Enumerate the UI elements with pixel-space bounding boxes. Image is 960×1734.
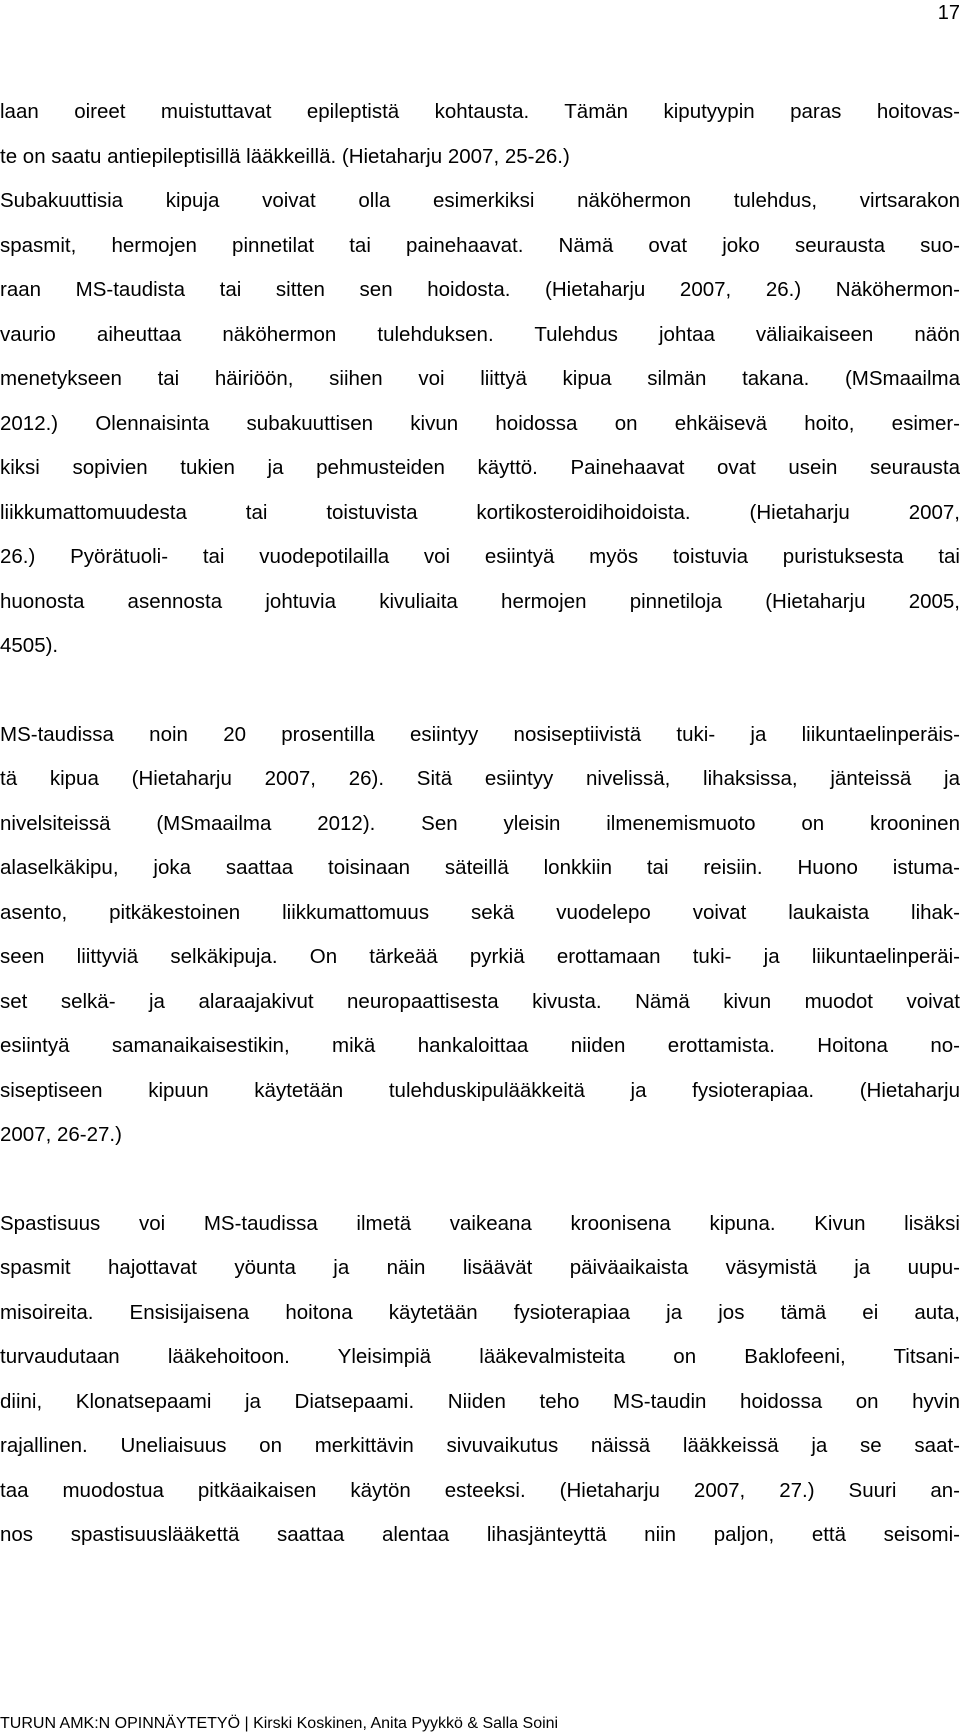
text-line: diini, Klonatsepaami ja Diatsepaami. Niiden teho MS-taudin hoidossa on hyvin	[0, 1389, 960, 1413]
text-line: esiintyä samanaikaisestikin, mikä hankaloittaa niiden erottamista. Hoitona no-	[0, 1034, 960, 1057]
text-line: 4505).	[0, 634, 59, 657]
text-line: Spastisuus voi MS-taudissa ilmetä vaikeana kroonisena kipuna. Kivun lisäksi	[0, 1211, 960, 1235]
text-line: misoireita. Ensisijaisena hoitona käytetään fysioterapiaa ja jos tämä ei auta,	[0, 1300, 960, 1324]
text-line: MS-taudissa noin 20 prosentilla esiintyy nosiseptiivistä tuki- ja liikuntaelinperäis-	[0, 722, 960, 746]
text-line: 26.) Pyörätuoli- tai vuodepotilailla voi esiintyä myös toistuvia puristuksesta tai	[0, 545, 960, 568]
paragraph-3	[0, 1202, 960, 1558]
text-line: nos spastisuuslääkettä saattaa alentaa lihasjänteyttä niin paljon, että seisomi-	[0, 1523, 960, 1546]
text-line: seen liittyviä selkäkipuja. On tärkeää pyrkiä erottamaan tuki- ja liikuntaelinperäi-	[0, 945, 960, 968]
text-line: tä kipua (Hietaharju 2007, 26). Sitä esiintyy nivelissä, lihaksissa, jänteissä ja	[0, 767, 960, 790]
text-line: raan MS-taudista tai sitten sen hoidosta. (Hietaharju 2007, 26.) Näköhermon-	[0, 278, 960, 301]
text-line: te on saatu antiepileptisillä lääkkeillä. (Hietaharju 2007, 25-26.)	[0, 144, 570, 168]
text-line: Subakuuttisia kipuja voivat olla esimerkiksi näköhermon tulehdus, virtsarakon	[0, 189, 960, 212]
text-line: rajallinen. Uneliaisuus on merkittävin sivuvaikutus näissä lääkkeissä ja se saat-	[0, 1434, 960, 1457]
text-line: kiksi sopivien tukien ja pehmusteiden käyttö. Painehaavat ovat usein seurausta	[0, 456, 960, 479]
text-line: spasmit, hermojen pinnetilat tai painehaavat. Nämä ovat joko seurausta suo-	[0, 233, 960, 257]
paragraph-gap	[0, 1158, 960, 1202]
text-line: asento, pitkäkestoinen liikkumattomuus sekä vuodelepo voivat laukaista lihak-	[0, 900, 960, 924]
paragraph-1	[0, 90, 960, 669]
page-number: 17	[937, 2, 960, 24]
text-line: menetykseen tai häiriöön, siihen voi liittyä kipua silmän takana. (MSmaailma	[0, 367, 960, 390]
paragraph-gap	[0, 669, 960, 713]
body-text	[0, 90, 960, 1558]
paragraph-2	[0, 713, 960, 1158]
text-line: alaselkäkipu, joka saattaa toisinaan säteillä lonkkiin tai reisiin. Huono istuma-	[0, 856, 960, 879]
text-line: vaurio aiheuttaa näköhermon tulehduksen. Tulehdus johtaa väliaikaiseen näön	[0, 322, 960, 346]
text-line: taa muodostua pitkäaikaisen käytön esteeksi. (Hietaharju 2007, 27.) Suuri an-	[0, 1478, 960, 1502]
text-line: siseptiseen kipuun käytetään tulehduskipulääkkeitä ja fysioterapiaa. (Hietaharju	[0, 1078, 960, 1102]
text-line: huonosta asennosta johtuvia kivuliaita hermojen pinnetiloja (Hietaharju 2005,	[0, 589, 960, 613]
text-line: 2012.) Olennaisinta subakuuttisen kivun hoidossa on ehkäisevä hoito, esimer-	[0, 411, 960, 435]
page-footer: TURUN AMK:N OPINNÄYTETYÖ | Kirski Koskinen, Anita Pyykkö & Salla Soini	[0, 1715, 559, 1732]
text-line: liikkumattomuudesta tai toistuvista kortikosteroidihoidoista. (Hietaharju 2007,	[0, 500, 960, 524]
text-line: 2007, 26-27.)	[0, 1123, 122, 1146]
text-line: turvaudutaan lääkehoitoon. Yleisimpiä lääkevalmisteita on Baklofeeni, Titsani-	[0, 1345, 960, 1368]
text-line: set selkä- ja alaraajakivut neuropaattisesta kivusta. Nämä kivun muodot voivat	[0, 989, 960, 1013]
text-line: spasmit hajottavat yöunta ja näin lisäävät päiväaikaista väsymistä ja uupu-	[0, 1256, 960, 1279]
text-line: nivelsiteissä (MSmaailma 2012). Sen yleisin ilmenemismuoto on krooninen	[0, 811, 960, 835]
text-line: laan oireet muistuttavat epileptistä kohtausta. Tämän kiputyypin paras hoitovas-	[0, 100, 960, 123]
